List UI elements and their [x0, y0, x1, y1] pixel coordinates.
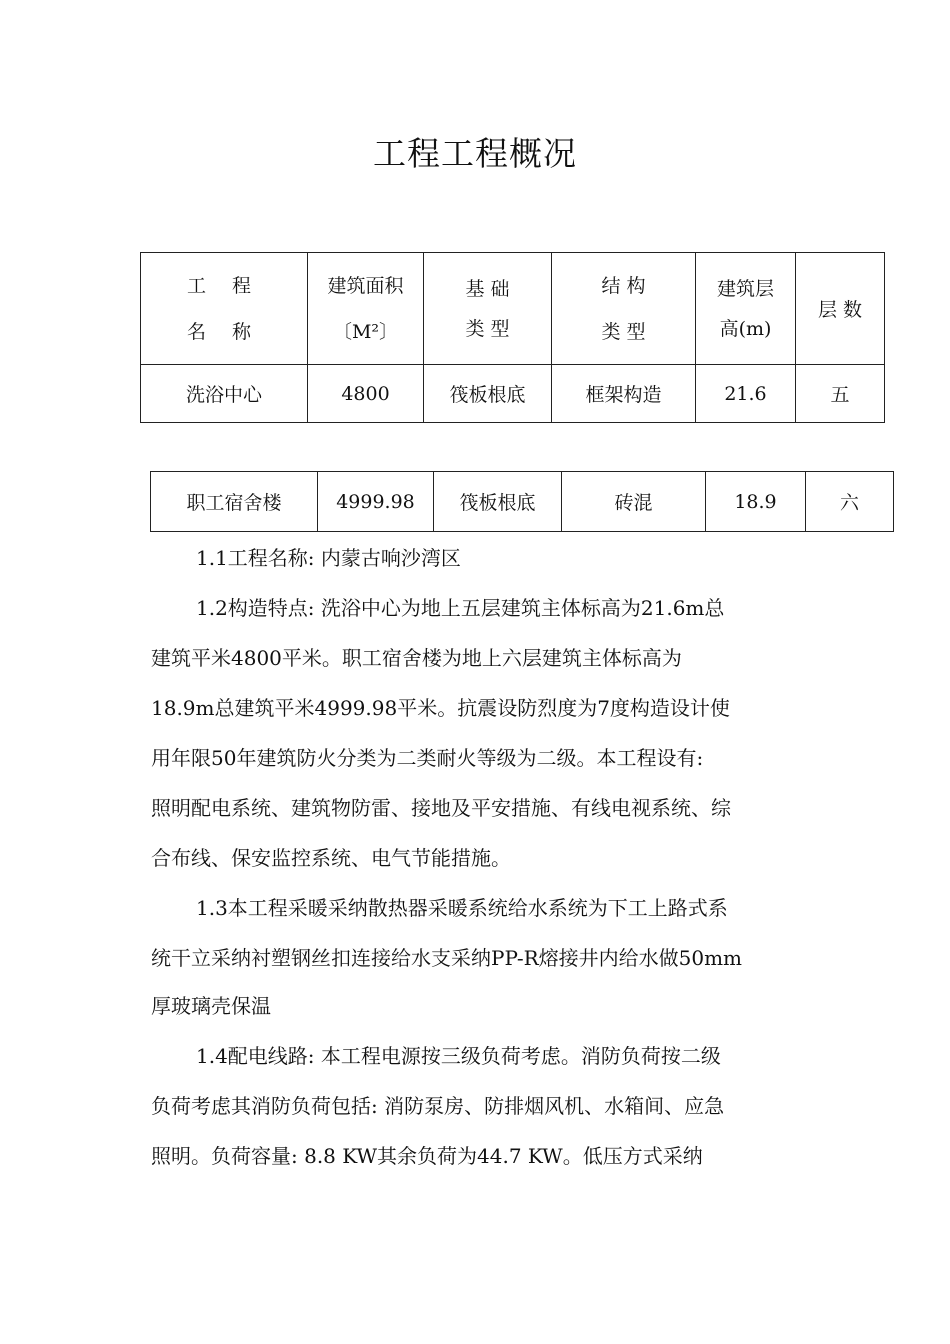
header-text: 层 数 [817, 299, 863, 321]
paragraph-line: 负荷考虑其消防负荷包括: 消防泵房、防排烟风机、水箱间、应急 [151, 1094, 725, 1118]
paragraph-line: 照明配电系统、建筑物防雷、接地及平安措施、有线电视系统、综 [151, 796, 731, 820]
paragraph-line: 建筑平米4800平米。职工宿舍楼为地上六层建筑主体标高为 [151, 646, 682, 670]
table-cell: 砖混 [562, 472, 706, 532]
header-text: 名 称 [186, 320, 262, 343]
paragraph-line: 合布线、保安监控系统、电气节能措施。 [151, 846, 511, 870]
page-title: 工程工程概况 [373, 134, 577, 173]
header-cell-foundation-type [424, 253, 552, 365]
paragraph-line: 1.4配电线路: 本工程电源按三级负荷考虑。消防负荷按二级 [196, 1044, 721, 1068]
header-text: 建筑层 [716, 277, 774, 300]
header-cell-building-area [308, 253, 424, 365]
header-text: 工 程 [186, 274, 262, 297]
project-overview-table [140, 252, 885, 423]
table-cell: 洗浴中心 [141, 365, 308, 423]
table-cell: 4999.98 [318, 472, 434, 532]
table-cell: 18.9 [706, 472, 806, 532]
table-row [151, 472, 894, 532]
table-header-row [141, 253, 885, 365]
header-cell-floor-count [796, 253, 885, 365]
table-cell: 五 [796, 365, 885, 423]
paragraph-line: 18.9m总建筑平米4999.98平米。抗震设防烈度为7度构造设计使 [151, 696, 730, 720]
header-text: 〔M²〕 [332, 320, 399, 343]
paragraph-line: 统干立采纳衬塑钢丝扣连接给水支采纳PP-R熔接井内给水做50mm [151, 946, 743, 970]
header-text: 建筑面积 [327, 274, 404, 297]
paragraph-line: 1.2构造特点: 洗浴中心为地上五层建筑主体标高为21.6m总 [196, 596, 725, 620]
header-text: 基 础 [465, 277, 510, 300]
paragraph-project-name: 1.1工程名称: 内蒙古响沙湾区 [196, 546, 461, 570]
paragraph-line: 用年限50年建筑防火分类为二类耐火等级为二级。本工程设有: [151, 746, 704, 770]
header-text: 类 型 [601, 320, 646, 343]
header-text: 结 构 [601, 274, 646, 297]
header-cell-structure-type [552, 253, 696, 365]
table-cell: 4800 [308, 365, 424, 423]
header-text: 高(m) [719, 317, 772, 340]
paragraph-line: 照明。负荷容量: 8.8 KW其余负荷为44.7 KW。低压方式采纳 [151, 1144, 703, 1168]
dormitory-table [150, 471, 894, 532]
table-row [141, 365, 885, 423]
header-cell-project-name [141, 253, 308, 365]
table-cell: 筏板根底 [424, 365, 552, 423]
paragraph-line: 1.3本工程采暖采纳散热器采暖系统给水系统为下工上路式系 [196, 896, 728, 920]
header-text: 类 型 [465, 317, 510, 340]
table-cell: 21.6 [696, 365, 796, 423]
table-cell: 职工宿舍楼 [151, 472, 318, 532]
header-cell-floor-height [696, 253, 796, 365]
table-cell: 六 [806, 472, 894, 532]
table-cell: 框架构造 [552, 365, 696, 423]
table-cell: 筏板根底 [434, 472, 562, 532]
paragraph-line: 厚玻璃壳保温 [151, 994, 271, 1018]
